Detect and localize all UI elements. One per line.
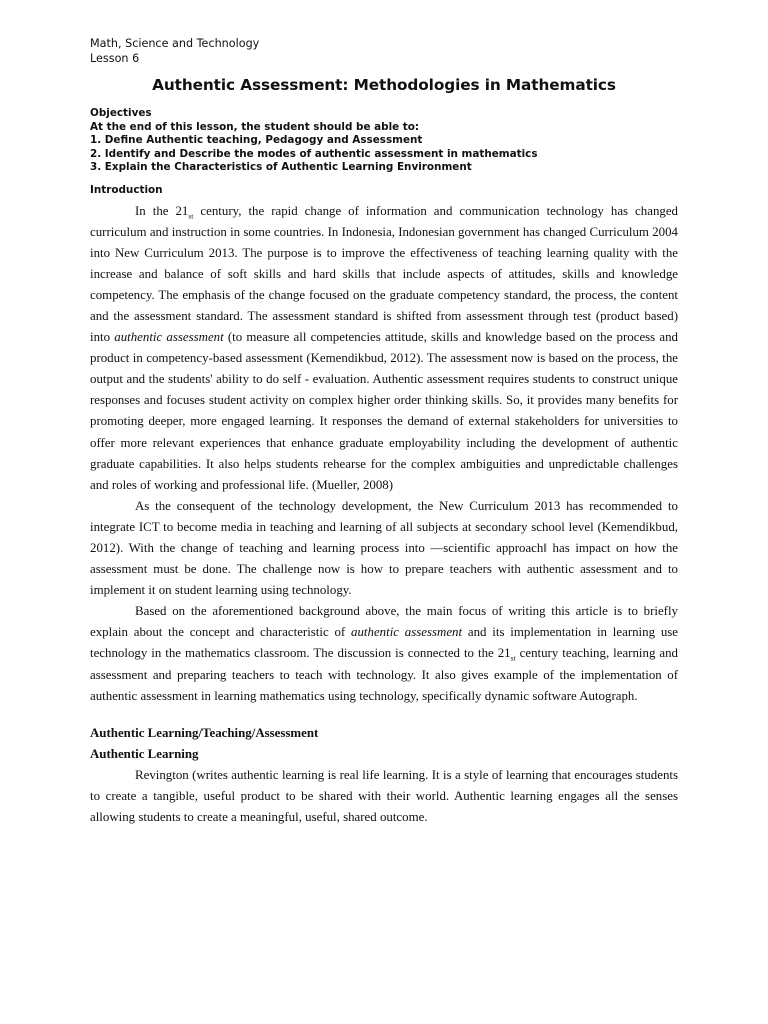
introduction-heading: Introduction (90, 183, 163, 196)
intro-paragraph-3 (90, 601, 678, 706)
text-run: century teaching, learning and assessment and preparing teachers to teach with technology. It also gives example of the implementation of authentic assessment in learning mathematics using technology, specifically dynamic software Autograph. (90, 646, 678, 703)
objective-item: 2. Identify and Describe the modes of authentic assessment in mathematics (90, 147, 538, 160)
section-spacer (90, 707, 678, 723)
emphasis-text: authentic assessment (351, 625, 463, 640)
document-page (90, 36, 678, 828)
objectives-heading: Objectives (90, 107, 152, 119)
section-body (90, 765, 678, 828)
text-run: and its implementation in learning use technology in the mathematics classroom. The discussion is connected to the 21 (90, 625, 679, 661)
text-run: Based on the aforementioned background above, the main focus of writing this article is to briefly explain about the concept and characteristic of (90, 604, 678, 640)
intro-paragraph-1 (90, 201, 678, 496)
ordinal-suffix: st (188, 211, 194, 221)
course-name: Math, Science and Technology (90, 37, 260, 50)
intro-paragraph-2: As the consequent of the technology development, the New Curriculum 2013 has recommended to integrate ICT to become media in teaching and learning of all subjects at secondary school level (Kemendikbud, 2012). With the change of teaching and learning process into —scientific approach‖ has impact on how the assessment must be done. The challenge now is how to prepare teachers with authentic assessment and to implement it on student learning using technology. (90, 498, 678, 598)
subsection-heading: Authentic Learning (90, 746, 199, 761)
objective-item: 1. Define Authentic teaching, Pedagogy and Assessment (90, 134, 423, 146)
section-heading: Authentic Learning/Teaching/Assessment (90, 725, 319, 740)
lesson-number: Lesson 6 (90, 52, 140, 65)
text-run: (to measure all competencies attitude, skills and knowledge based on the process and product in competency-based assessment (Kemendikbud, 2012). The assessment now is based on the process, the output and the students' ability to do self - evaluation. Authentic assessment requires students to construct unique responses and focuses student activity on complex higher order thinking skills. So, it provides many benefits for promoting deeper, more engaged learning. It responses the demand of external stakeholders for universities to offer more relevant experiences that enhance graduate employability including the development of authentic graduate capabilities. It also helps students rehearse for the complex ambiguities and unpredictable challenges and roles of working and professional life. (Mueller, 2008) (90, 330, 679, 492)
text-run: century, the rapid change of information and communication technology has changed curriculum and instruction in some countries. In Indonesia, Indonesian government has changed Curriculum 2004 into New Curriculum 2013. The purpose is to improve the effectiveness of teaching learning quality with the increase and balance of soft skills and hard skills that include aspects of attitudes, skills and knowledge competency. The emphasis of the change focused on the graduate competency standard, the process, the content and the assessment standard. The assessment standard is shifted from assessment through test (product based) into (90, 203, 679, 345)
objective-item: 3. Explain the Characteristics of Authentic Learning Environment (90, 161, 472, 173)
emphasis-text: authentic assessment (114, 330, 224, 345)
section-paragraph-1: Revington (writes authentic learning is real life learning. It is a style of learning that encourages students to create a tangible, useful product to be shared with their world. Authentic learning engages all the senses allowing students to create a meaningful, useful, shared outcome. (90, 767, 678, 825)
text-run: In the 21 (135, 203, 189, 218)
ordinal-suffix: st (510, 654, 516, 664)
page-title: Authentic Assessment: Methodologies in Mathematics (152, 76, 616, 94)
objectives-intro: At the end of this lesson, the student should be able to: (90, 120, 420, 133)
introduction-body (90, 201, 678, 707)
objectives-block (90, 107, 678, 175)
